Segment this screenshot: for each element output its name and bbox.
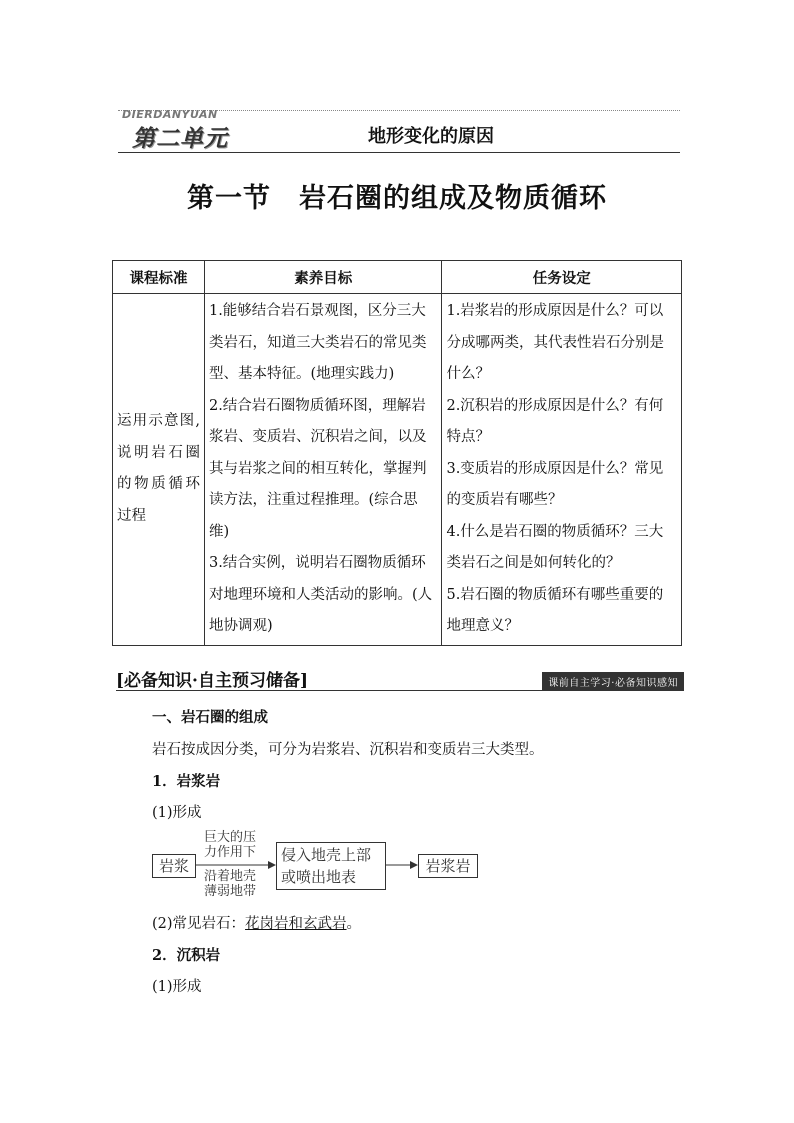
task-item: 1.岩浆岩的形成原因是什么？可以分成哪两类，其代表性岩石分别是什么？ xyxy=(446,303,664,382)
common-rocks-label: (2)常见岩石： xyxy=(152,916,246,932)
knowledge-banner xyxy=(116,664,684,694)
arrow-head-1 xyxy=(268,861,276,869)
banner-tag: 课前自主学习·必备知识感知 xyxy=(542,672,684,691)
header-standard: 课程标准 xyxy=(113,261,205,294)
section-title: 第一节 岩石圈的组成及物质循环 xyxy=(187,183,607,214)
sedimentary-formation-label: (1)形成 xyxy=(152,979,202,995)
header-tasks: 任务设定 xyxy=(442,261,682,294)
condition-bottom-line2: 薄弱地带 xyxy=(204,884,257,899)
table-header-row xyxy=(113,261,682,294)
heading-lithosphere-composition: 一、岩石圈的组成 xyxy=(152,709,268,726)
process-line2: 或喷出地表 xyxy=(281,868,357,886)
task-item: 3.变质岩的形成原因是什么？常见的变质岩有哪些？ xyxy=(446,460,664,508)
goal-item: 2.结合岩石圈物质循环图，理解岩浆岩、变质岩、沉积岩之间，以及其与岩浆之间的相互转化，掌握判读方法，注重过程推理。(综合思维) xyxy=(208,397,427,540)
task-item: 5.岩石圈的物质循环有哪些重要的地理意义？ xyxy=(446,586,664,634)
unit-pinyin: DIERDANYUAN xyxy=(122,108,218,121)
header-goals: 素养目标 xyxy=(204,261,442,294)
heading-sedimentary-rock: 2．沉积岩 xyxy=(152,947,221,964)
rock-classification-text: 岩石按成因分类，可分为岩浆岩、沉积岩和变质岩三大类型。 xyxy=(152,742,544,758)
standard-cell: 运用示意图,说明岩石圈的物质循环过程 xyxy=(113,294,205,646)
arrow-head-2 xyxy=(410,861,418,869)
tasks-cell xyxy=(442,294,682,646)
banner-rule xyxy=(116,690,684,691)
task-item: 4.什么是岩石圈的物质循环？三大类岩石之间是如何转化的？ xyxy=(446,523,664,571)
unit-header xyxy=(118,108,680,154)
magma-box: 岩浆 xyxy=(152,854,196,878)
common-rocks-line xyxy=(152,912,361,933)
unit-name: 第二单元 xyxy=(132,126,228,152)
task-item: 2.沉积岩的形成原因是什么？有何特点？ xyxy=(446,397,664,445)
igneous-formation-label: (1)形成 xyxy=(152,805,202,821)
table-row xyxy=(113,294,682,646)
banner-title: [必备知识·自主预习储备] xyxy=(116,671,309,691)
unit-topic: 地形变化的原因 xyxy=(368,126,494,147)
common-rocks-value: 花岗岩和玄武岩 xyxy=(245,916,347,932)
heading-igneous-rock: 1．岩浆岩 xyxy=(152,773,221,790)
common-rocks-end: 。 xyxy=(346,916,362,932)
process-box xyxy=(276,842,386,890)
condition-top-line1: 巨大的压 xyxy=(204,830,257,845)
goal-item: 1.能够结合岩石景观图，区分三大类岩石，知道三大类岩石的常见类型、基本特征。(地理实践力) xyxy=(208,303,427,382)
igneous-formation-diagram xyxy=(152,830,482,899)
process-line1: 侵入地壳上部 xyxy=(281,846,372,864)
condition-bottom-line1: 沿着地壳 xyxy=(204,869,257,884)
igneous-rock-box: 岩浆岩 xyxy=(418,854,478,878)
condition-top-line2: 力作用下 xyxy=(204,845,257,860)
goal-item: 3.结合实例，说明岩石圈物质循环对地理环境和人类活动的影响。(人地协调观) xyxy=(208,555,433,634)
goals-cell xyxy=(204,294,442,646)
curriculum-table xyxy=(112,260,682,646)
header-rule xyxy=(118,152,680,153)
